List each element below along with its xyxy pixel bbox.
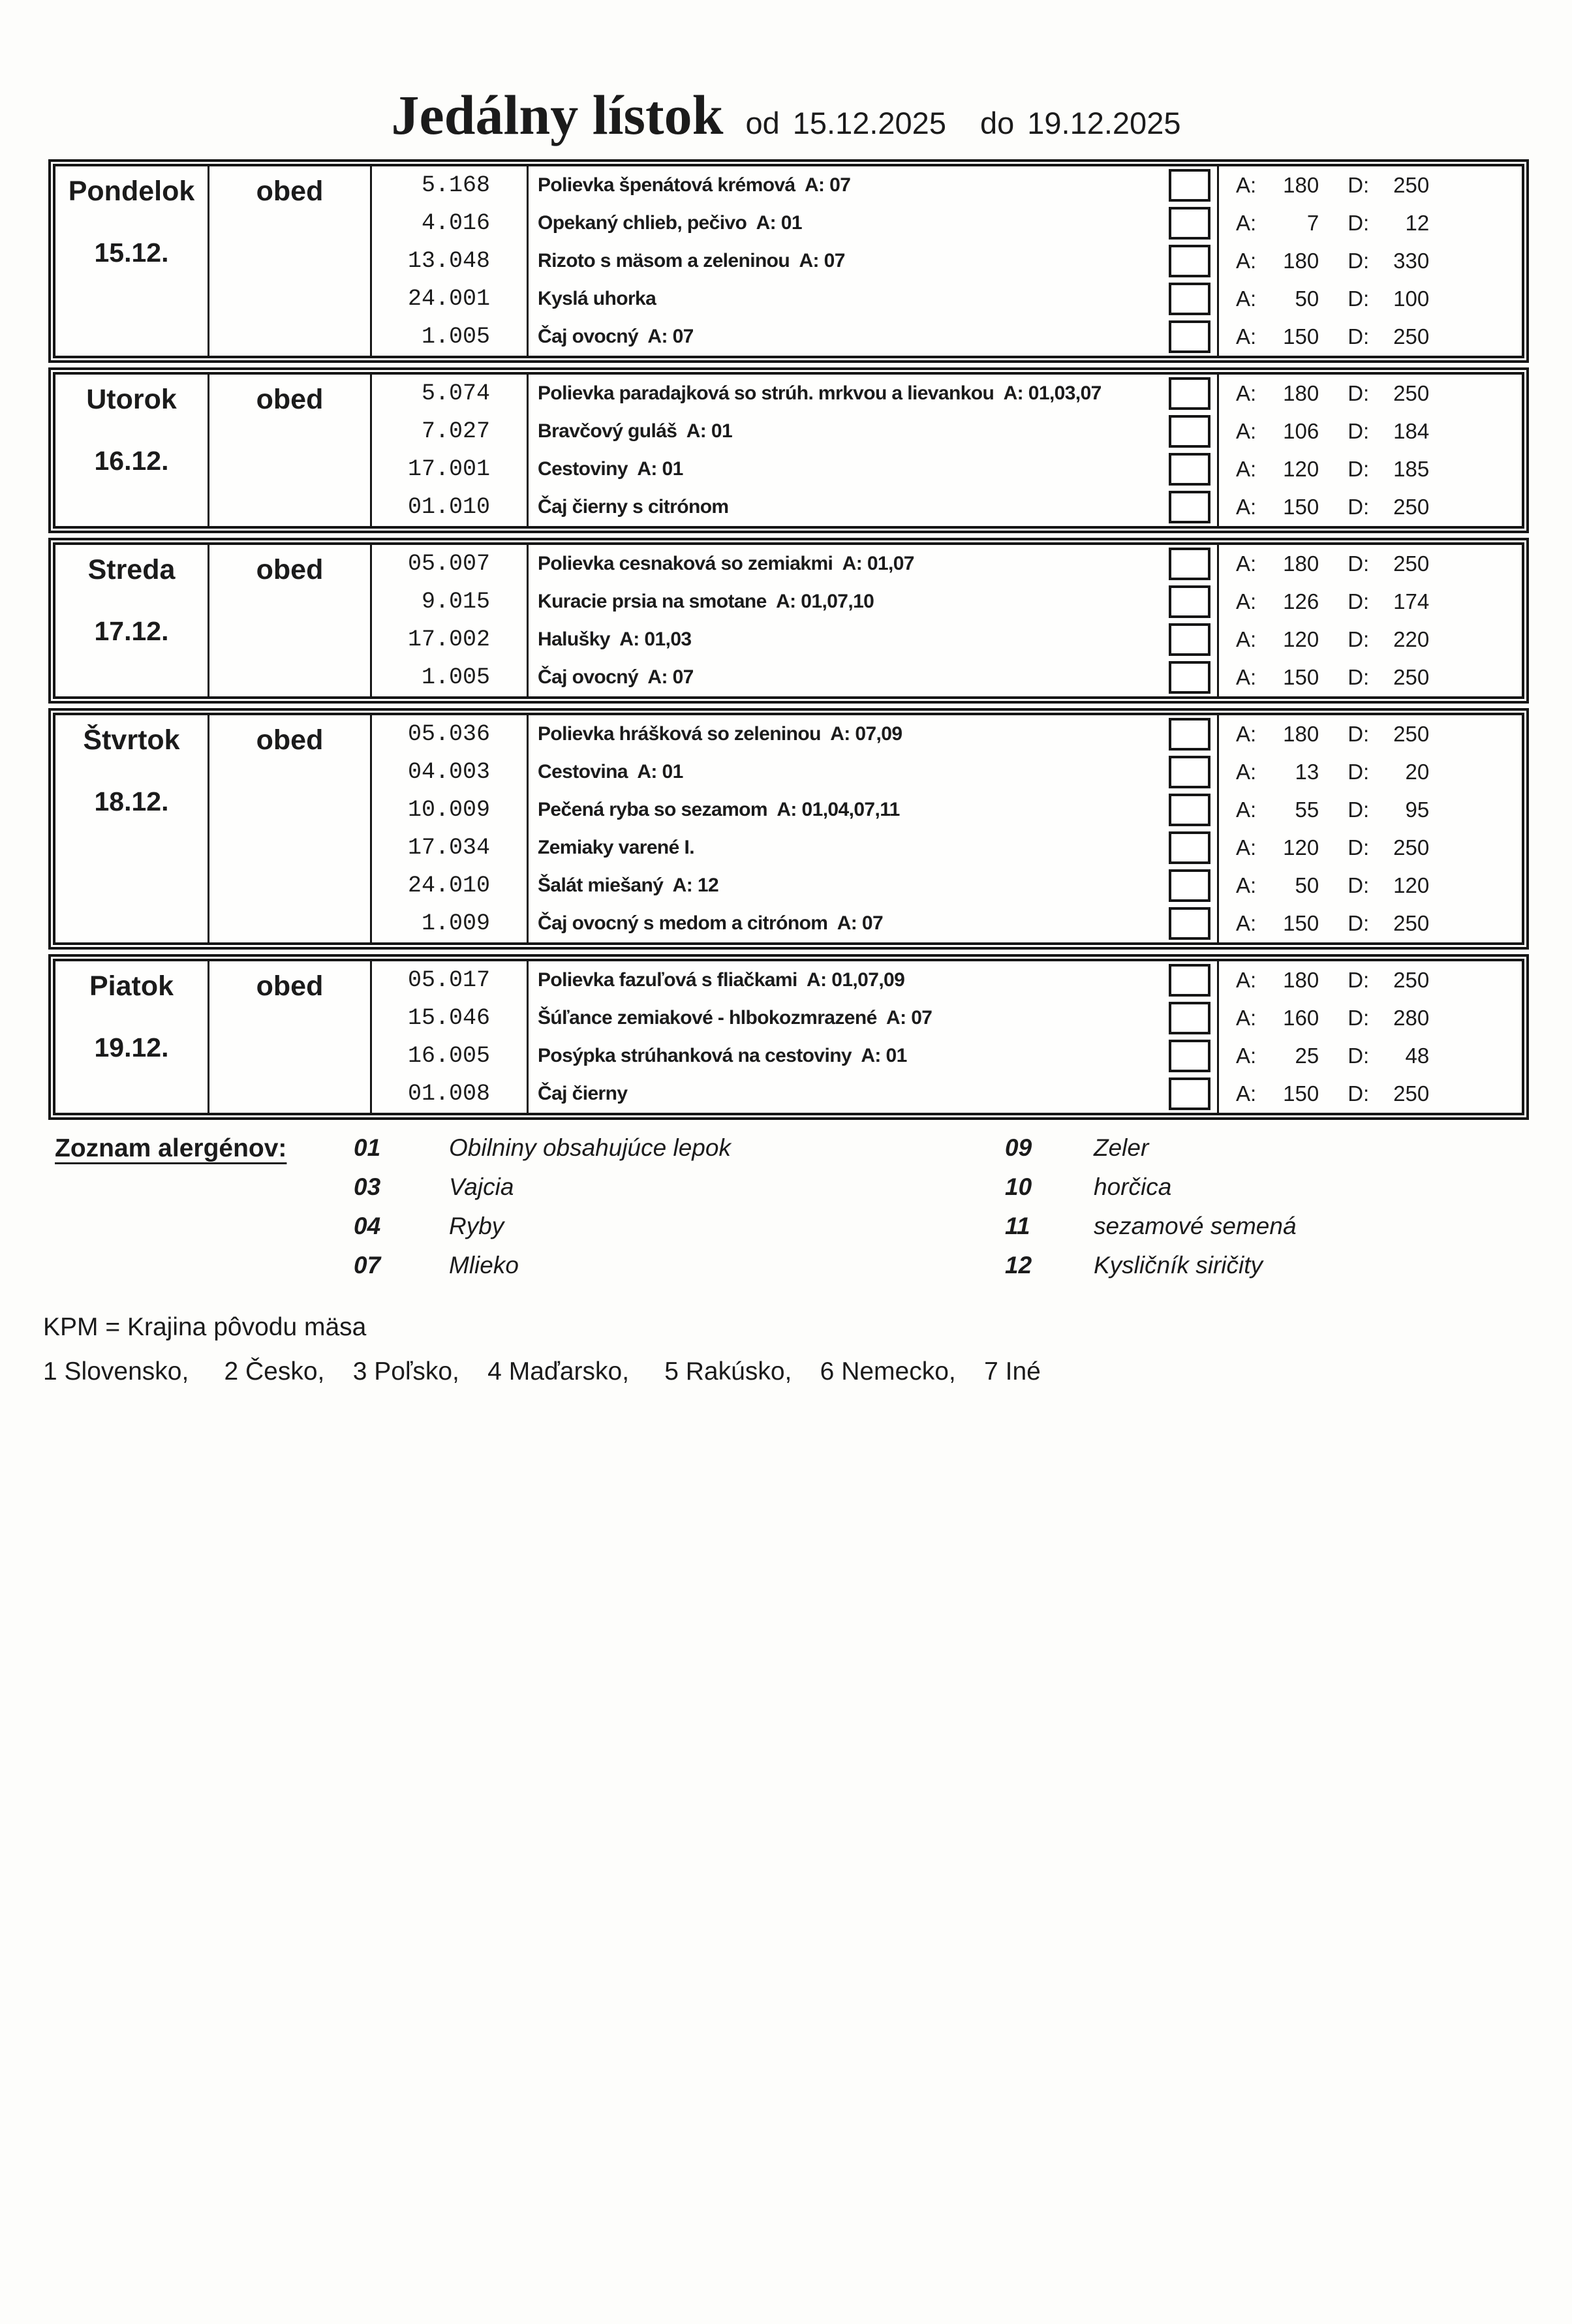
portion-checkbox <box>1169 1077 1210 1110</box>
adult-portion-value: 120 <box>1283 457 1319 481</box>
child-portion-value: 184 <box>1393 419 1430 443</box>
child-portion-value: 250 <box>1393 835 1430 860</box>
adult-portion-value: 150 <box>1283 324 1319 349</box>
adult-portion-label: A: <box>1236 873 1257 897</box>
adult-portion-label: A: <box>1236 1081 1257 1106</box>
child-portion-label: D: <box>1348 249 1370 273</box>
dish-name: Polievka hrášková so zeleninou A: 07,09 <box>538 723 902 745</box>
dish-cell <box>529 961 1219 999</box>
portion-cell <box>1219 829 1522 867</box>
dish-name: Rizoto s mäsom a zeleninou A: 07 <box>538 250 845 271</box>
dish-cell <box>529 375 1219 412</box>
portion-cell <box>1219 318 1522 356</box>
dish-name: Opekaný chlieb, pečivo A: 01 <box>538 212 802 234</box>
adult-portion-value: 106 <box>1283 419 1319 443</box>
child-portion-label: D: <box>1348 798 1370 822</box>
dish-code: 05.036 <box>372 715 529 753</box>
dish-cell <box>529 204 1219 242</box>
day-date: 16.12. <box>94 446 169 476</box>
from-date: 15.12.2025 <box>792 106 946 140</box>
meal-cell <box>209 961 372 1113</box>
dish-code: 4.016 <box>372 204 529 242</box>
adult-portion-label: A: <box>1236 760 1257 784</box>
day-block-pondelok <box>48 159 1529 363</box>
dish-cell <box>529 791 1219 829</box>
dish-code: 13.048 <box>372 242 529 280</box>
adult-portion-label: A: <box>1236 457 1257 481</box>
portion-cell <box>1219 280 1522 318</box>
portion-cell <box>1219 905 1522 942</box>
adult-portion-label: A: <box>1236 211 1257 235</box>
from-label: od <box>745 106 780 140</box>
portion-checkbox <box>1169 169 1210 202</box>
dish-name: Šalát miešaný A: 12 <box>538 875 719 896</box>
allergen-name: Kysličník siričity <box>1094 1252 1263 1278</box>
kpm-countries: 1 Slovensko, 2 Česko, 3 Poľsko, 4 Maďarsko, 5 Rakúsko, 6 Nemecko, 7 Iné <box>43 1357 1041 1386</box>
meal-cell <box>209 375 372 526</box>
portion-cell <box>1219 658 1522 696</box>
dish-code: 1.005 <box>372 318 529 356</box>
dish-code: 01.010 <box>372 488 529 526</box>
dish-name: Zemiaky varené I. <box>538 837 694 858</box>
adult-portion-label: A: <box>1236 419 1257 443</box>
day-cell <box>55 166 209 356</box>
child-portion-label: D: <box>1348 722 1370 746</box>
dish-name: Pečená ryba so sezamom A: 01,04,07,11 <box>538 799 900 820</box>
dish-code: 9.015 <box>372 583 529 621</box>
adult-portion-label: A: <box>1236 249 1257 273</box>
dish-name: Čaj ovocný A: 07 <box>538 326 694 347</box>
child-portion-label: D: <box>1348 211 1370 235</box>
day-block-piatok <box>48 954 1529 1120</box>
day-cell <box>55 375 209 526</box>
child-portion-label: D: <box>1348 381 1370 405</box>
dish-cell <box>529 621 1219 658</box>
portion-checkbox <box>1169 623 1210 656</box>
child-portion-label: D: <box>1348 324 1370 349</box>
child-portion-value: 250 <box>1393 324 1430 349</box>
portion-cell <box>1219 488 1522 526</box>
dish-name: Čaj čierny <box>538 1083 628 1104</box>
dish-code: 24.010 <box>372 867 529 905</box>
day-date: 15.12. <box>94 238 169 268</box>
adult-portion-label: A: <box>1236 722 1257 746</box>
header <box>0 82 1572 147</box>
dish-name: Kuracie prsia na smotane A: 01,07,10 <box>538 591 874 612</box>
allergen-name: Mlieko <box>449 1252 519 1278</box>
adult-portion-label: A: <box>1236 911 1257 935</box>
dish-code: 1.009 <box>372 905 529 942</box>
allergen-heading: Zoznam alergénov: <box>55 1134 287 1162</box>
dish-name: Halušky A: 01,03 <box>538 628 692 650</box>
dish-cell <box>529 658 1219 696</box>
child-portion-label: D: <box>1348 1044 1370 1068</box>
child-portion-value: 250 <box>1393 911 1430 935</box>
adult-portion-label: A: <box>1236 627 1257 651</box>
allergen-name: Vajcia <box>449 1173 514 1200</box>
portion-cell <box>1219 715 1522 753</box>
dish-name: Posýpka strúhanková na cestoviny A: 01 <box>538 1045 907 1066</box>
adult-portion-label: A: <box>1236 173 1257 197</box>
child-portion-value: 250 <box>1393 665 1430 689</box>
portion-cell <box>1219 999 1522 1037</box>
child-portion-value: 250 <box>1393 968 1430 992</box>
adult-portion-value: 150 <box>1283 1081 1319 1106</box>
allergen-code: 07 <box>354 1252 381 1278</box>
portion-checkbox <box>1169 831 1210 864</box>
portion-cell <box>1219 242 1522 280</box>
dish-code: 15.046 <box>372 999 529 1037</box>
child-portion-value: 280 <box>1393 1006 1430 1030</box>
child-portion-label: D: <box>1348 457 1370 481</box>
portion-checkbox <box>1169 207 1210 240</box>
portion-cell <box>1219 375 1522 412</box>
adult-portion-value: 120 <box>1283 835 1319 860</box>
child-portion-label: D: <box>1348 287 1370 311</box>
page-title: Jedálny lístok <box>391 84 724 146</box>
dish-cell <box>529 412 1219 450</box>
adult-portion-value: 180 <box>1283 551 1319 576</box>
portion-checkbox <box>1169 907 1210 940</box>
child-portion-value: 250 <box>1393 173 1430 197</box>
dish-name: Kyslá uhorka <box>538 288 656 309</box>
adult-portion-label: A: <box>1236 381 1257 405</box>
portion-checkbox <box>1169 794 1210 826</box>
allergen-code: 03 <box>354 1173 381 1200</box>
dish-name: Cestoviny A: 01 <box>538 458 683 480</box>
dish-name: Polievka paradajková so strúh. mrkvou a lievankou A: 01,03,07 <box>538 382 1102 404</box>
allergen-name: horčica <box>1094 1173 1172 1200</box>
portion-checkbox <box>1169 1002 1210 1034</box>
adult-portion-label: A: <box>1236 1006 1257 1030</box>
adult-portion-value: 180 <box>1283 173 1319 197</box>
day-cell <box>55 715 209 942</box>
day-cell <box>55 545 209 696</box>
adult-portion-value: 180 <box>1283 722 1319 746</box>
child-portion-label: D: <box>1348 911 1370 935</box>
dish-code: 17.001 <box>372 450 529 488</box>
dish-name: Polievka špenátová krémová A: 07 <box>538 174 851 196</box>
portion-cell <box>1219 1075 1522 1113</box>
dish-code: 01.008 <box>372 1075 529 1113</box>
allergen-section <box>55 1134 1572 1291</box>
adult-portion-value: 180 <box>1283 381 1319 405</box>
adult-portion-value: 160 <box>1283 1006 1319 1030</box>
dish-code: 04.003 <box>372 753 529 791</box>
kpm-note: KPM = Krajina pôvodu mäsa <box>43 1313 367 1341</box>
meal-cell <box>209 715 372 942</box>
portion-checkbox <box>1169 869 1210 902</box>
portion-checkbox <box>1169 415 1210 448</box>
child-portion-value: 174 <box>1393 589 1430 613</box>
child-portion-label: D: <box>1348 419 1370 443</box>
dish-cell <box>529 829 1219 867</box>
portion-checkbox <box>1169 964 1210 997</box>
dish-code: 05.007 <box>372 545 529 583</box>
portion-checkbox <box>1169 1040 1210 1072</box>
portion-checkbox <box>1169 245 1210 277</box>
child-portion-value: 185 <box>1393 457 1430 481</box>
adult-portion-label: A: <box>1236 1044 1257 1068</box>
child-portion-value: 250 <box>1393 722 1430 746</box>
adult-portion-label: A: <box>1236 287 1257 311</box>
portion-checkbox <box>1169 548 1210 580</box>
allergen-code: 01 <box>354 1134 381 1161</box>
portion-cell <box>1219 961 1522 999</box>
child-portion-value: 250 <box>1393 495 1430 519</box>
adult-portion-label: A: <box>1236 968 1257 992</box>
portion-cell <box>1219 450 1522 488</box>
dish-cell <box>529 753 1219 791</box>
child-portion-value: 12 <box>1405 211 1430 235</box>
adult-portion-label: A: <box>1236 665 1257 689</box>
allergen-code: 10 <box>1005 1173 1032 1200</box>
portion-checkbox <box>1169 320 1210 353</box>
portion-checkbox <box>1169 718 1210 751</box>
portion-cell <box>1219 166 1522 204</box>
child-portion-label: D: <box>1348 495 1370 519</box>
dish-cell <box>529 999 1219 1037</box>
adult-portion-label: A: <box>1236 551 1257 576</box>
adult-portion-label: A: <box>1236 589 1257 613</box>
child-portion-value: 250 <box>1393 551 1430 576</box>
allergen-code: 11 <box>1005 1213 1030 1239</box>
day-date: 19.12. <box>94 1032 169 1062</box>
child-portion-value: 250 <box>1393 1081 1430 1106</box>
dish-cell <box>529 166 1219 204</box>
dish-cell <box>529 545 1219 583</box>
allergen-code: 12 <box>1005 1252 1032 1278</box>
adult-portion-value: 180 <box>1283 249 1319 273</box>
dish-code: 24.001 <box>372 280 529 318</box>
portion-checkbox <box>1169 491 1210 523</box>
child-portion-value: 48 <box>1405 1044 1430 1068</box>
dish-name: Polievka fazuľová s fliačkami A: 01,07,09 <box>538 969 905 991</box>
allergen-name: Obilniny obsahujúce lepok <box>449 1134 731 1161</box>
to-label: do <box>979 106 1015 140</box>
portion-checkbox <box>1169 756 1210 788</box>
meal-label: obed <box>256 384 324 415</box>
portion-cell <box>1219 867 1522 905</box>
child-portion-value: 20 <box>1405 760 1430 784</box>
day-cell <box>55 961 209 1113</box>
portion-checkbox <box>1169 377 1210 410</box>
dish-cell <box>529 1075 1219 1113</box>
portion-cell <box>1219 545 1522 583</box>
dish-name: Cestovina A: 01 <box>538 761 683 782</box>
dish-code: 16.005 <box>372 1037 529 1075</box>
meal-label: obed <box>256 970 324 1002</box>
adult-portion-value: 50 <box>1295 873 1319 897</box>
dish-cell <box>529 242 1219 280</box>
dish-cell <box>529 318 1219 356</box>
to-date: 19.12.2025 <box>1027 106 1181 140</box>
meal-cell <box>209 166 372 356</box>
child-portion-value: 330 <box>1393 249 1430 273</box>
portion-checkbox <box>1169 283 1210 315</box>
child-portion-label: D: <box>1348 760 1370 784</box>
portion-cell <box>1219 791 1522 829</box>
day-name: Utorok <box>86 384 177 415</box>
allergen-name: Zeler <box>1094 1134 1149 1161</box>
adult-portion-value: 180 <box>1283 968 1319 992</box>
child-portion-label: D: <box>1348 173 1370 197</box>
day-name: Streda <box>87 554 176 585</box>
child-portion-label: D: <box>1348 835 1370 860</box>
dish-cell <box>529 1037 1219 1075</box>
adult-portion-value: 55 <box>1295 798 1319 822</box>
footer <box>0 1313 1572 1386</box>
adult-portion-value: 13 <box>1295 760 1319 784</box>
meal-label: obed <box>256 176 324 207</box>
child-portion-label: D: <box>1348 873 1370 897</box>
dish-cell <box>529 488 1219 526</box>
dish-code: 17.034 <box>372 829 529 867</box>
portion-cell <box>1219 753 1522 791</box>
child-portion-value: 220 <box>1393 627 1430 651</box>
adult-portion-label: A: <box>1236 324 1257 349</box>
allergen-code: 04 <box>354 1213 381 1239</box>
adult-portion-value: 150 <box>1283 665 1319 689</box>
meal-cell <box>209 545 372 696</box>
portion-checkbox <box>1169 453 1210 486</box>
dish-cell <box>529 450 1219 488</box>
dish-code: 1.005 <box>372 658 529 696</box>
scanned-menu-page <box>0 82 1572 2324</box>
dish-code: 7.027 <box>372 412 529 450</box>
adult-portion-value: 120 <box>1283 627 1319 651</box>
day-date: 18.12. <box>94 786 169 816</box>
adult-portion-value: 126 <box>1283 589 1319 613</box>
dish-name: Šúľance zemiakové - hlbokozmrazené A: 07 <box>538 1007 932 1029</box>
dish-cell <box>529 867 1219 905</box>
dish-name: Čaj ovocný s medom a citrónom A: 07 <box>538 912 884 934</box>
child-portion-value: 120 <box>1393 873 1430 897</box>
child-portion-label: D: <box>1348 627 1370 651</box>
allergen-name: sezamové semená <box>1094 1213 1297 1239</box>
meal-label: obed <box>256 724 324 756</box>
dish-cell <box>529 280 1219 318</box>
dish-code: 5.074 <box>372 375 529 412</box>
day-date: 17.12. <box>94 616 169 646</box>
child-portion-value: 95 <box>1405 798 1430 822</box>
dish-code: 5.168 <box>372 166 529 204</box>
adult-portion-value: 25 <box>1295 1044 1319 1068</box>
adult-portion-value: 50 <box>1295 287 1319 311</box>
day-name: Piatok <box>89 970 174 1002</box>
child-portion-value: 100 <box>1393 287 1430 311</box>
day-name: Pondelok <box>68 176 195 207</box>
dish-name: Polievka cesnaková so zemiakmi A: 01,07 <box>538 553 914 574</box>
dish-cell <box>529 715 1219 753</box>
menu-table <box>48 159 1529 1120</box>
adult-portion-label: A: <box>1236 798 1257 822</box>
portion-cell <box>1219 204 1522 242</box>
adult-portion-label: A: <box>1236 835 1257 860</box>
day-name: Štvrtok <box>83 724 180 756</box>
child-portion-label: D: <box>1348 665 1370 689</box>
portion-checkbox <box>1169 661 1210 694</box>
portion-cell <box>1219 583 1522 621</box>
adult-portion-value: 150 <box>1283 911 1319 935</box>
dish-code: 10.009 <box>372 791 529 829</box>
day-block-streda <box>48 538 1529 704</box>
adult-portion-value: 150 <box>1283 495 1319 519</box>
portion-checkbox <box>1169 585 1210 618</box>
adult-portion-label: A: <box>1236 495 1257 519</box>
dish-name: Čaj čierny s citrónom <box>538 496 729 518</box>
child-portion-label: D: <box>1348 968 1370 992</box>
portion-cell <box>1219 621 1522 658</box>
day-block-stvrtok <box>48 708 1529 950</box>
dish-cell <box>529 905 1219 942</box>
child-portion-value: 250 <box>1393 381 1430 405</box>
date-range <box>745 105 1180 141</box>
dish-code: 05.017 <box>372 961 529 999</box>
child-portion-label: D: <box>1348 551 1370 576</box>
child-portion-label: D: <box>1348 1006 1370 1030</box>
portion-cell <box>1219 412 1522 450</box>
dish-name: Čaj ovocný A: 07 <box>538 666 694 688</box>
meal-label: obed <box>256 554 324 585</box>
dish-cell <box>529 583 1219 621</box>
child-portion-label: D: <box>1348 589 1370 613</box>
portion-cell <box>1219 1037 1522 1075</box>
allergen-code: 09 <box>1005 1134 1032 1161</box>
day-block-utorok <box>48 367 1529 533</box>
child-portion-label: D: <box>1348 1081 1370 1106</box>
allergen-name: Ryby <box>449 1213 504 1239</box>
dish-name: Bravčový guláš A: 01 <box>538 420 733 442</box>
adult-portion-value: 7 <box>1306 211 1319 235</box>
dish-code: 17.002 <box>372 621 529 658</box>
